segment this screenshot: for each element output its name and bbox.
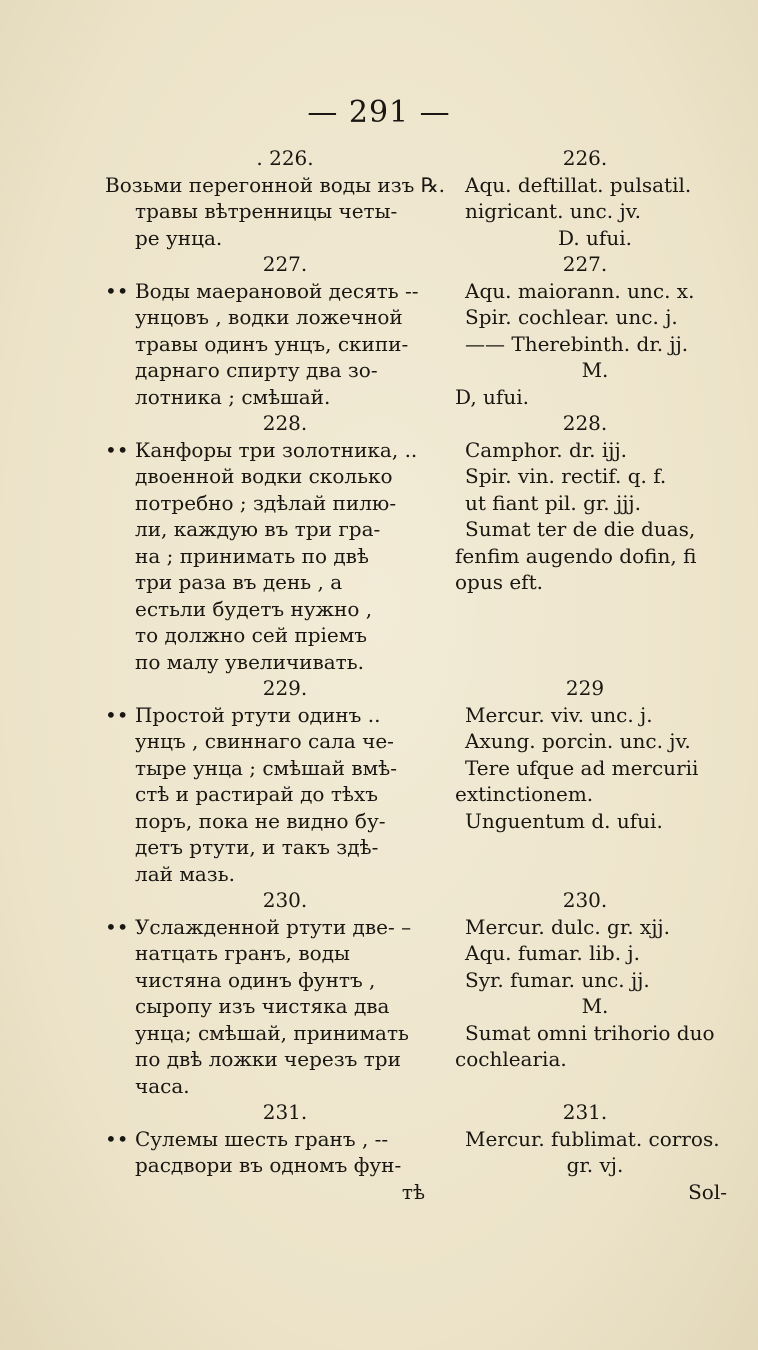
recipe-227-ru-line: травы одинъ унцъ, скипи- (135, 331, 409, 356)
recipe-number-231-ru: 231. (262, 1100, 308, 1124)
recipe-229-ru-line: лай мазь. (135, 861, 235, 886)
recipe-number-226-la: 226. (562, 146, 608, 170)
recipe-number-228-ru: 228. (262, 411, 308, 435)
blank-line (455, 622, 735, 649)
recipe-229-la-line: Unguentum d. ufui. (465, 808, 663, 833)
recipe-number-229-la: 229 (565, 676, 605, 700)
recipe-230-ru-line: натцать гранъ, воды (135, 941, 350, 965)
recipe-226-ru-line: травы вѣтренницы четы- (135, 199, 398, 223)
recipe-229-ru-line: поръ, пока не видно бу- (135, 808, 386, 833)
recipe-number-231-la: 231. (562, 1100, 608, 1124)
recipe-227-la-line: Spir. cochlear. unc. j. (465, 305, 678, 329)
blank-line (455, 649, 735, 676)
recipe-226-ru-line: ре унца. (135, 225, 223, 250)
recipe-226-la-line: Aqu. deftillat. pulsatil. (465, 172, 692, 197)
recipe-number-226-ru: . 226. (256, 146, 314, 170)
recipe-229-ru-line: стѣ и растирай до тѣхъ (135, 782, 378, 806)
recipe-228-ru-line: то должно сей пріемъ (135, 623, 368, 647)
blank-line (455, 596, 735, 623)
recipe-229-la-line: Mercur. viv. unc. j. (465, 702, 653, 727)
recipe-229-ru-line: тыре унца ; смѣшай вмѣ- (135, 755, 397, 780)
recipe-228-la-line: Spir. vin. rectif. q. f. (465, 464, 667, 488)
recipe-228-ru-line: •• Канфоры три золотника, .. (105, 437, 418, 462)
page-number: — 291 — (307, 95, 451, 130)
recipe-227-la-line: M. (581, 358, 609, 382)
recipe-230-ru-line: •• Услажденной ртути две- – (105, 914, 412, 939)
recipe-227-la-line: D, ufui. (455, 384, 529, 409)
recipe-230-la-line: cochlearia. (455, 1047, 567, 1071)
recipe-230-ru-line: унца; смѣшай, принимать (135, 1020, 409, 1045)
recipe-228-ru-line: по малу увеличивать. (135, 649, 364, 674)
recipe-228-ru-line: на ; принимать по двѣ (135, 543, 369, 568)
recipe-227-ru-line: •• Воды маерановой десять -- (105, 278, 419, 303)
recipe-228-la-line: fenfim augendo dofin, fi (455, 543, 697, 568)
recipe-228-la-line: opus eft. (455, 570, 543, 594)
recipe-230-la-line: Syr. fumar. unc. jj. (465, 967, 650, 992)
recipe-230-ru-line: часа. (135, 1073, 190, 1098)
blank-line (455, 861, 735, 888)
blank-line (455, 1073, 735, 1100)
recipe-227-ru-line: дарнаго спирту два зо- (135, 358, 378, 382)
recipe-230-ru-line: по двѣ ложки черезъ три (135, 1047, 401, 1071)
blank-line (455, 834, 735, 861)
recipe-226-ru-line: Возьми перегонной воды изъ ℞. (105, 172, 445, 197)
recipe-229-ru-line: •• Простой ртути одинъ .. (105, 702, 381, 727)
recipe-228-la-line: Sumat ter de die duas, (465, 517, 696, 541)
recipe-226-la-line: D. ufui. (558, 225, 632, 250)
catchword-ru: тѣ (401, 1179, 425, 1204)
recipe-230-la-line: Aqu. fumar. lib. j. (465, 941, 640, 965)
recipe-228-ru-line: ли, каждую въ три гра- (135, 517, 381, 541)
recipe-227-ru-line: лотника ; смѣшай. (135, 384, 331, 409)
recipe-number-230-la: 230. (562, 888, 608, 912)
recipe-228-ru-line: двоенной водки сколько (135, 464, 393, 488)
recipe-228-la-line: Camphor. dr. ijj. (465, 437, 628, 462)
recipe-231-la-line: gr. vj. (566, 1153, 624, 1177)
latin-column (455, 145, 735, 1205)
recipe-231-ru-line: расдвори въ одномъ фун- (135, 1153, 402, 1177)
recipe-229-la-line: Tere ufque ad mercurii (465, 755, 699, 780)
recipe-226-la-line: nigricant. unc. jv. (465, 199, 641, 223)
recipe-230-la-line: M. (581, 994, 609, 1018)
recipe-227-ru-line: унцовъ , водки ложечной (135, 305, 403, 329)
recipe-229-ru-line: унцъ , свиннаго сала че- (135, 729, 394, 753)
recipe-228-ru-line: потребно ; здѣлай пилю- (135, 490, 397, 515)
recipe-231-la-line: Mercur. fublimat. corros. (465, 1126, 720, 1151)
recipe-number-229-ru: 229. (262, 676, 308, 700)
recipe-227-la-line: —— Therebinth. dr. jj. (465, 331, 689, 356)
recipe-230-ru-line: чистяна одинъ фунтъ , (135, 967, 376, 992)
recipe-230-ru-line: сыропу изъ чистяка два (135, 994, 390, 1018)
catchword-la: Sol- (688, 1179, 727, 1204)
recipe-231-ru-line: •• Сулемы шесть гранъ , -- (105, 1126, 389, 1151)
recipe-228-la-line: ut fiant pil. gr. jjj. (465, 490, 641, 515)
recipe-number-228-la: 228. (562, 411, 608, 435)
recipe-number-227-la: 227. (562, 252, 608, 276)
recipe-230-la-line: Mercur. dulc. gr. xjj. (465, 914, 670, 939)
recipe-229-ru-line: детъ ртути, и такъ здѣ- (135, 835, 379, 859)
recipe-230-la-line: Sumat omni trihorio duo (465, 1020, 715, 1045)
recipe-228-ru-line: три раза въ день , а (135, 570, 343, 594)
russian-column (105, 145, 445, 1205)
recipe-229-la-line: extinctionem. (455, 782, 594, 806)
recipe-228-ru-line: естьли будетъ нужно , (135, 596, 373, 621)
recipe-number-227-ru: 227. (262, 252, 308, 276)
recipe-number-230-ru: 230. (262, 888, 308, 912)
recipe-229-la-line: Axung. porcin. unc. jv. (465, 729, 691, 753)
recipe-227-la-line: Aqu. maiorann. unc. x. (465, 278, 695, 303)
